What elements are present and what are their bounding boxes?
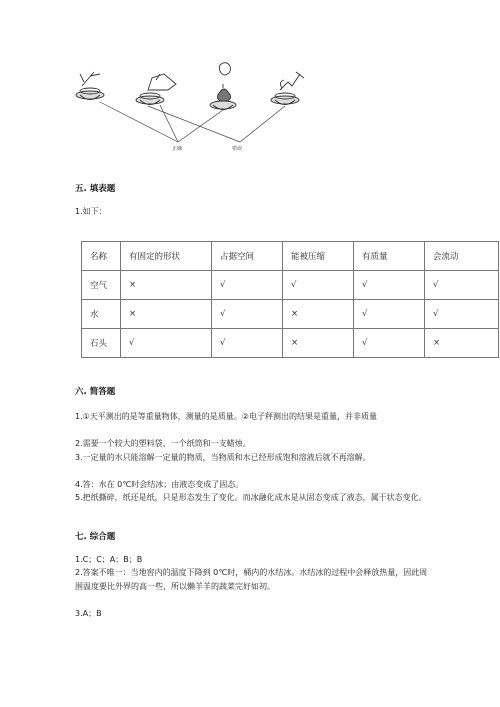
table-cell: √: [425, 300, 499, 329]
apparatus-2: [136, 74, 176, 105]
properties-table: [81, 241, 499, 358]
table-header-cell: 占据空间: [212, 242, 283, 271]
connector-lines: [100, 102, 285, 142]
section-7-answer-1: 1.C；C；A；B；B: [75, 555, 143, 564]
table-row: [82, 271, 499, 300]
table-cell: ×: [121, 271, 212, 300]
table-header-row: [82, 242, 499, 271]
table-cell: √: [121, 329, 212, 358]
section-6-answer-5: 5.把纸撕碎，纸还是纸，只是形态发生了变化。而冰融化成水是从固态变成了液态，属于状态变化。: [75, 493, 427, 502]
table-cell: √: [283, 271, 354, 300]
table-cell: √: [212, 329, 283, 358]
table-cell: √: [354, 329, 425, 358]
table-header-cell: 会流动: [425, 242, 499, 271]
section-7-answer-2: 2.答案不唯一：当地窖内的温度下降到 0℃时，桶内的水结冰。水结冰的过程中会释放热量，因此周围温度要比外界的高一些，所以懒羊羊的蔬菜完好如初。: [75, 568, 428, 591]
table-row: [82, 329, 499, 358]
table-header-cell: 有质量: [354, 242, 425, 271]
table-cell: 石头: [82, 329, 121, 358]
table-cell: √: [212, 271, 283, 300]
table-cell: 水: [82, 300, 121, 329]
section-6-answer-4: 4.答：水在 0℃时会结冰；由液态变成了固态。: [75, 480, 244, 489]
apparatus-3: [210, 63, 236, 110]
table-cell: √: [354, 300, 425, 329]
label-correct: 正确: [172, 146, 183, 152]
section-6-title: 六. 简答题: [75, 387, 116, 397]
label-wrong: 错误: [232, 146, 243, 152]
section-7-title: 七. 综合题: [75, 532, 116, 542]
table-cell: 空气: [82, 271, 121, 300]
table-header-cell: 名称: [82, 242, 121, 271]
section-6-answer-2: 2.需要一个较大的塑料袋、一个纸筒和一支蜡烛。: [75, 439, 251, 448]
table-header-cell: 有固定的形状: [121, 242, 212, 271]
table-header-cell: 能被压缩: [283, 242, 354, 271]
table-cell: ×: [425, 329, 499, 358]
apparatus-4: [271, 72, 304, 105]
apparatus-1: [76, 72, 104, 100]
table-cell: ×: [121, 300, 212, 329]
section-6-answer-1: 1.①天平测出的是等重量物体，测量的是质量。②电子秤测出的结果是重量，并非质量: [75, 412, 377, 421]
table-cell: ×: [283, 329, 354, 358]
table-cell: √: [425, 271, 499, 300]
table-row: [82, 300, 499, 329]
section-5-title: 五. 填表题: [75, 184, 116, 194]
table-cell: √: [212, 300, 283, 329]
table-cell: √: [354, 271, 425, 300]
apparatus-diagram: [60, 60, 320, 160]
section-5-q1: 1.如下：: [75, 207, 107, 216]
section-6-answer-3: 3.一定量的水只能溶解一定量的物质，当物质和水已经形成饱和溶液后就不再溶解。: [75, 453, 371, 462]
table-cell: ×: [283, 300, 354, 329]
section-7-answer-3: 3.A；B: [75, 609, 102, 618]
